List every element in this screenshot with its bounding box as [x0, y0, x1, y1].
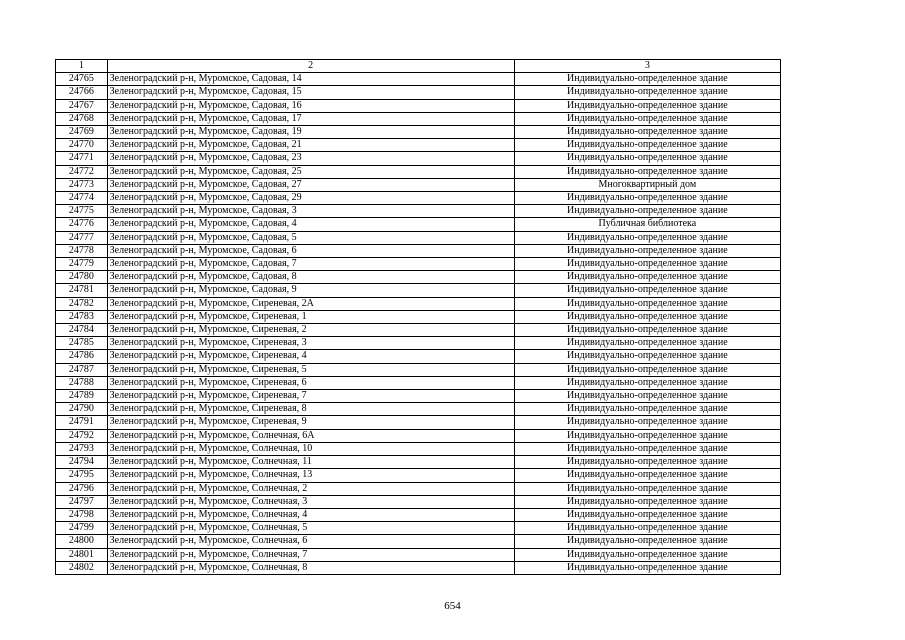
address-cell: Зеленоградский р-н, Муромское, Садовая, 8	[107, 271, 514, 284]
address-cell: Зеленоградский р-н, Муромское, Сиреневая, 3	[107, 337, 514, 350]
address-cell: Зеленоградский р-н, Муромское, Сиреневая, 8	[107, 403, 514, 416]
row-number-cell: 24781	[56, 284, 108, 297]
address-cell: Зеленоградский р-н, Муромское, Сиреневая, 5	[107, 363, 514, 376]
object-type-cell: Индивидуально-определенное здание	[514, 310, 780, 323]
row-number-cell: 24779	[56, 258, 108, 271]
page-number: 654	[444, 600, 461, 612]
table-row	[56, 86, 781, 99]
address-cell: Зеленоградский р-н, Муромское, Сиреневая, 9	[107, 416, 514, 429]
row-number-cell: 24776	[56, 218, 108, 231]
table-row	[56, 112, 781, 125]
header-cell-type: 3	[514, 60, 780, 73]
object-type-cell: Индивидуально-определенное здание	[514, 350, 780, 363]
address-cell: Зеленоградский р-н, Муромское, Сиреневая, 4	[107, 350, 514, 363]
object-type-cell: Индивидуально-определенное здание	[514, 99, 780, 112]
object-type-cell: Индивидуально-определенное здание	[514, 482, 780, 495]
address-cell: Зеленоградский р-н, Муромское, Солнечная, 8	[107, 561, 514, 574]
table-row	[56, 99, 781, 112]
object-type-cell: Индивидуально-определенное здание	[514, 337, 780, 350]
row-number-cell: 24774	[56, 192, 108, 205]
address-cell: Зеленоградский р-н, Муромское, Сиреневая, 2	[107, 324, 514, 337]
object-type-cell: Индивидуально-определенное здание	[514, 244, 780, 257]
table-row	[56, 271, 781, 284]
address-cell: Зеленоградский р-н, Муромское, Садовая, 9	[107, 284, 514, 297]
address-cell: Зеленоградский р-н, Муромское, Солнечная, 4	[107, 508, 514, 521]
row-number-cell: 24768	[56, 112, 108, 125]
address-cell: Зеленоградский р-н, Муромское, Солнечная, 11	[107, 456, 514, 469]
row-number-cell: 24765	[56, 73, 108, 86]
row-number-cell: 24767	[56, 99, 108, 112]
header-cell-address: 2	[107, 60, 514, 73]
address-cell: Зеленоградский р-н, Муромское, Садовая, 7	[107, 258, 514, 271]
object-type-cell: Индивидуально-определенное здание	[514, 152, 780, 165]
table-row	[56, 73, 781, 86]
address-cell: Зеленоградский р-н, Муромское, Сиреневая, 1	[107, 310, 514, 323]
object-type-cell: Индивидуально-определенное здание	[514, 271, 780, 284]
row-number-cell: 24800	[56, 535, 108, 548]
table-row	[56, 324, 781, 337]
object-type-cell: Индивидуально-определенное здание	[514, 139, 780, 152]
object-type-cell: Индивидуально-определенное здание	[514, 192, 780, 205]
object-type-cell: Индивидуально-определенное здание	[514, 561, 780, 574]
row-number-cell: 24801	[56, 548, 108, 561]
address-cell: Зеленоградский р-н, Муромское, Сиреневая, 7	[107, 390, 514, 403]
table-row	[56, 535, 781, 548]
address-cell: Зеленоградский р-н, Муромское, Садовая, 29	[107, 192, 514, 205]
address-cell: Зеленоградский р-н, Муромское, Садовая, 17	[107, 112, 514, 125]
address-cell: Зеленоградский р-н, Муромское, Садовая, 25	[107, 165, 514, 178]
address-cell: Зеленоградский р-н, Муромское, Садовая, 4	[107, 218, 514, 231]
row-number-cell: 24797	[56, 495, 108, 508]
table-row	[56, 192, 781, 205]
address-cell: Зеленоградский р-н, Муромское, Солнечная, 7	[107, 548, 514, 561]
row-number-cell: 24802	[56, 561, 108, 574]
address-cell: Зеленоградский р-н, Муромское, Солнечная, 3	[107, 495, 514, 508]
object-type-cell: Индивидуально-определенное здание	[514, 258, 780, 271]
table-row	[56, 363, 781, 376]
table-row	[56, 548, 781, 561]
address-cell: Зеленоградский р-н, Муромское, Садовая, 23	[107, 152, 514, 165]
table-row	[56, 297, 781, 310]
row-number-cell: 24796	[56, 482, 108, 495]
object-type-cell: Индивидуально-определенное здание	[514, 324, 780, 337]
header-row	[56, 60, 781, 73]
row-number-cell: 24794	[56, 456, 108, 469]
row-number-cell: 24793	[56, 442, 108, 455]
address-cell: Зеленоградский р-н, Муромское, Садовая, 19	[107, 126, 514, 139]
object-type-cell: Индивидуально-определенное здание	[514, 535, 780, 548]
table-row	[56, 152, 781, 165]
row-number-cell: 24786	[56, 350, 108, 363]
row-number-cell: 24788	[56, 376, 108, 389]
object-type-cell: Индивидуально-определенное здание	[514, 112, 780, 125]
row-number-cell: 24775	[56, 205, 108, 218]
address-cell: Зеленоградский р-н, Муромское, Солнечная, 10	[107, 442, 514, 455]
table-row	[56, 139, 781, 152]
row-number-cell: 24790	[56, 403, 108, 416]
object-type-cell: Индивидуально-определенное здание	[514, 86, 780, 99]
address-cell: Зеленоградский р-н, Муромское, Садовая, 14	[107, 73, 514, 86]
row-number-cell: 24792	[56, 429, 108, 442]
object-type-cell: Индивидуально-определенное здание	[514, 165, 780, 178]
address-cell: Зеленоградский р-н, Муромское, Садовая, 21	[107, 139, 514, 152]
table-row	[56, 522, 781, 535]
table-row	[56, 165, 781, 178]
address-cell: Зеленоградский р-н, Муромское, Солнечная, 2	[107, 482, 514, 495]
address-cell: Зеленоградский р-н, Муромское, Сиреневая, 2А	[107, 297, 514, 310]
row-number-cell: 24771	[56, 152, 108, 165]
object-type-cell: Индивидуально-определенное здание	[514, 522, 780, 535]
row-number-cell: 24791	[56, 416, 108, 429]
row-number-cell: 24787	[56, 363, 108, 376]
header-cell-number: 1	[56, 60, 108, 73]
table-row	[56, 258, 781, 271]
table-row	[56, 310, 781, 323]
table-row	[56, 244, 781, 257]
address-cell: Зеленоградский р-н, Муромское, Солнечная, 5	[107, 522, 514, 535]
table-row	[56, 350, 781, 363]
address-cell: Зеленоградский р-н, Муромское, Садовая, 6	[107, 244, 514, 257]
object-type-cell: Индивидуально-определенное здание	[514, 469, 780, 482]
row-number-cell: 24795	[56, 469, 108, 482]
object-type-cell: Индивидуально-определенное здание	[514, 73, 780, 86]
object-type-cell: Многоквартирный дом	[514, 178, 780, 191]
row-number-cell: 24785	[56, 337, 108, 350]
object-type-cell: Индивидуально-определенное здание	[514, 390, 780, 403]
object-type-cell: Индивидуально-определенное здание	[514, 442, 780, 455]
address-cell: Зеленоградский р-н, Муромское, Садовая, 15	[107, 86, 514, 99]
table-row	[56, 390, 781, 403]
address-cell: Зеленоградский р-н, Муромское, Садовая, 27	[107, 178, 514, 191]
table-row	[56, 205, 781, 218]
object-type-cell: Индивидуально-определенное здание	[514, 456, 780, 469]
row-number-cell: 24766	[56, 86, 108, 99]
table-row	[56, 126, 781, 139]
object-type-cell: Индивидуально-определенное здание	[514, 284, 780, 297]
table-row	[56, 482, 781, 495]
table-row	[56, 416, 781, 429]
address-cell: Зеленоградский р-н, Муромское, Сиреневая, 6	[107, 376, 514, 389]
row-number-cell: 24780	[56, 271, 108, 284]
table-row	[56, 231, 781, 244]
table-row	[56, 403, 781, 416]
registry-table	[55, 59, 781, 575]
table-row	[56, 337, 781, 350]
address-cell: Зеленоградский р-н, Муромское, Садовая, 5	[107, 231, 514, 244]
object-type-cell: Индивидуально-определенное здание	[514, 231, 780, 244]
object-type-cell: Индивидуально-определенное здание	[514, 297, 780, 310]
address-cell: Зеленоградский р-н, Муромское, Садовая, 3	[107, 205, 514, 218]
object-type-cell: Индивидуально-определенное здание	[514, 495, 780, 508]
object-type-cell: Индивидуально-определенное здание	[514, 363, 780, 376]
object-type-cell: Индивидуально-определенное здание	[514, 429, 780, 442]
table-row	[56, 495, 781, 508]
row-number-cell: 24778	[56, 244, 108, 257]
row-number-cell: 24798	[56, 508, 108, 521]
row-number-cell: 24772	[56, 165, 108, 178]
address-cell: Зеленоградский р-н, Муромское, Солнечная, 6	[107, 535, 514, 548]
object-type-cell: Индивидуально-определенное здание	[514, 376, 780, 389]
object-type-cell: Публичная библиотека	[514, 218, 780, 231]
table-row	[56, 284, 781, 297]
row-number-cell: 24773	[56, 178, 108, 191]
table-row	[56, 456, 781, 469]
table-row	[56, 508, 781, 521]
table-body	[56, 73, 781, 575]
address-cell: Зеленоградский р-н, Муромское, Садовая, 16	[107, 99, 514, 112]
row-number-cell: 24784	[56, 324, 108, 337]
table-row	[56, 218, 781, 231]
table-row	[56, 469, 781, 482]
row-number-cell: 24789	[56, 390, 108, 403]
address-cell: Зеленоградский р-н, Муромское, Солнечная, 13	[107, 469, 514, 482]
address-cell: Зеленоградский р-н, Муромское, Солнечная, 6А	[107, 429, 514, 442]
row-number-cell: 24799	[56, 522, 108, 535]
object-type-cell: Индивидуально-определенное здание	[514, 403, 780, 416]
row-number-cell: 24770	[56, 139, 108, 152]
row-number-cell: 24769	[56, 126, 108, 139]
object-type-cell: Индивидуально-определенное здание	[514, 548, 780, 561]
object-type-cell: Индивидуально-определенное здание	[514, 205, 780, 218]
row-number-cell: 24782	[56, 297, 108, 310]
row-number-cell: 24777	[56, 231, 108, 244]
table-row	[56, 376, 781, 389]
object-type-cell: Индивидуально-определенное здание	[514, 416, 780, 429]
table-row	[56, 442, 781, 455]
object-type-cell: Индивидуально-определенное здание	[514, 508, 780, 521]
object-type-cell: Индивидуально-определенное здание	[514, 126, 780, 139]
table-row	[56, 429, 781, 442]
table-row	[56, 178, 781, 191]
table-row	[56, 561, 781, 574]
row-number-cell: 24783	[56, 310, 108, 323]
